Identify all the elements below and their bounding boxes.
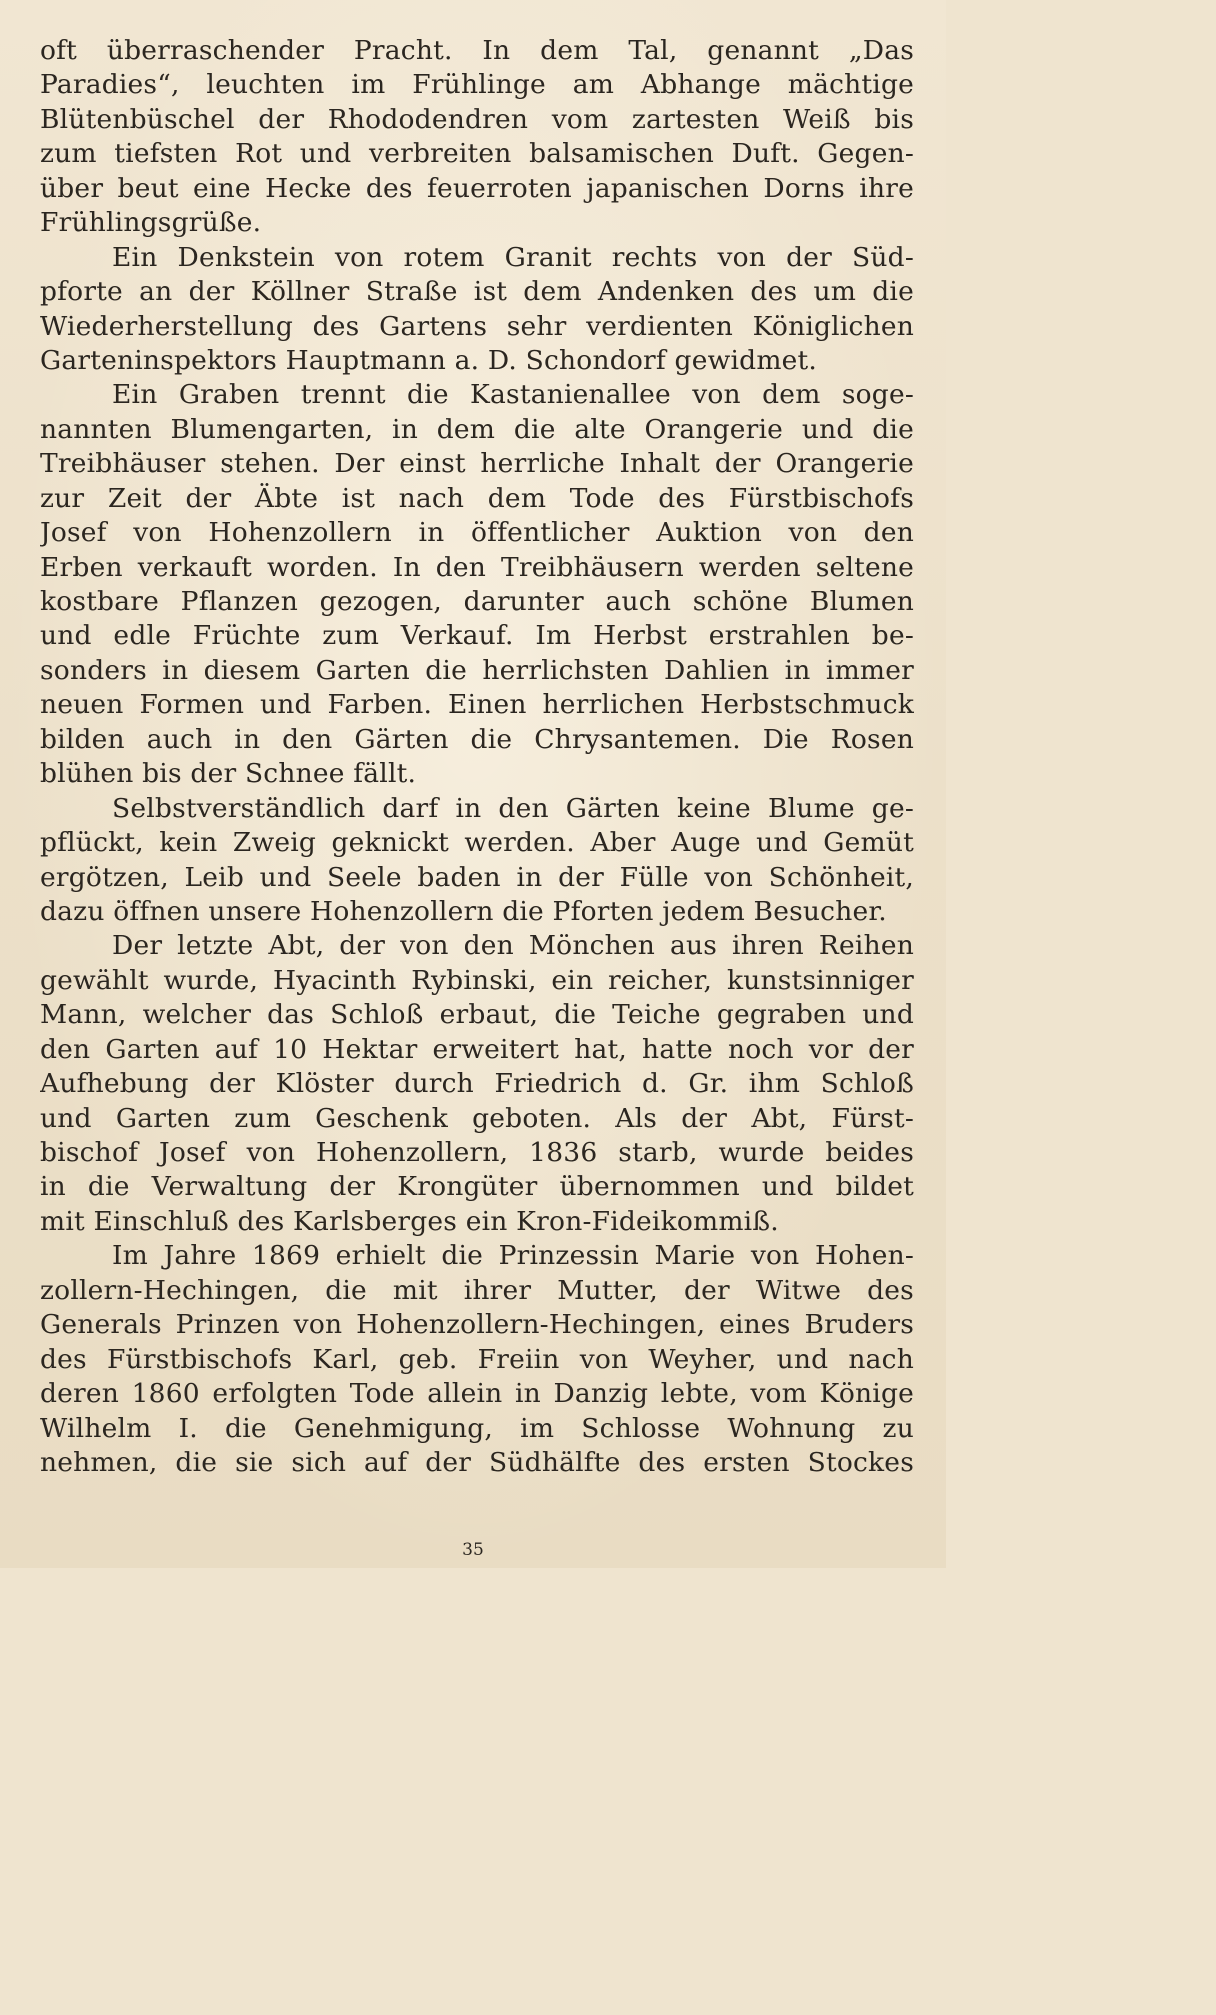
text-line: deren 1860 erfolgten Tode allein in Danzig lebte, vom Könige xyxy=(40,1378,914,1410)
text-line: mit Einschluß des Karlsberges ein Kron-Fideikommiß. xyxy=(40,1205,779,1237)
text-line: zur Zeit der Äbte ist nach dem Tode des Fürstbischofs xyxy=(40,482,914,514)
text-line: Josef von Hohenzollern in öffentlicher Auktion von den xyxy=(40,517,914,549)
paragraph-1 xyxy=(40,34,914,241)
text-line: Paradies“, leuchten im Frühlinge am Abhange mächtige xyxy=(40,69,914,101)
text-line: gewählt wurde, Hyacinth Rybinski, ein reicher, kunstsinniger xyxy=(40,964,914,996)
text-line: pflückt, kein Zweig geknickt werden. Aber Auge und Gemüt xyxy=(40,827,914,859)
text-line: Wilhelm I. die Genehmigung, im Schlosse Wohnung zu xyxy=(40,1412,914,1444)
text-line: des Fürstbischofs Karl, geb. Freiin von Weyher, und nach xyxy=(40,1343,914,1375)
text-line: bischof Josef von Hohenzollern, 1836 starb, wurde beides xyxy=(40,1137,914,1168)
text-line: Frühlingsgrüße. xyxy=(40,207,262,239)
text-line: oft überraschender Pracht. In dem Tal, genannt „Das xyxy=(40,35,914,66)
text-line: Wiederherstellung des Gartens sehr verdienten Königlichen xyxy=(40,310,914,342)
text-line: Ein Graben trennt die Kastanienallee von dem soge- xyxy=(112,379,914,411)
text-line: pforte an der Köllner Straße ist dem Andenken des um die xyxy=(40,276,914,308)
paragraph-4 xyxy=(40,792,914,930)
text-line: zollern-Hechingen, die mit ihrer Mutter, der Witwe des xyxy=(40,1274,914,1306)
text-line: Mann, welcher das Schloß erbaut, die Teiche gegraben und xyxy=(40,999,914,1031)
text-line: Erben verkauft worden. In den Treibhäusern werden seltene xyxy=(40,551,914,583)
text-line: Treibhäuser stehen. Der einst herrliche Inhalt der Orangerie xyxy=(40,448,914,480)
text-line: in die Verwaltung der Krongüter übernommen und bildet xyxy=(40,1171,914,1203)
text-line: Garteninspektors Hauptmann a. D. Schondorf gewidmet. xyxy=(40,344,817,376)
text-line: Im Jahre 1869 erhielt die Prinzessin Marie von Hohen- xyxy=(112,1240,914,1272)
page-number: 35 xyxy=(462,1540,484,1560)
text-line: kostbare Pflanzen gezogen, darunter auch schöne Blumen xyxy=(40,586,914,617)
paragraph-5 xyxy=(40,929,914,1239)
text-line: und Garten zum Geschenk geboten. Als der Abt, Fürst- xyxy=(40,1102,914,1134)
paragraph-3 xyxy=(40,378,914,791)
text-line: neuen Formen und Farben. Einen herrlichen Herbstschmuck xyxy=(40,689,914,721)
text-line: nehmen, die sie sich auf der Südhälfte des ersten Stockes xyxy=(40,1446,914,1478)
text-line: und edle Früchte zum Verkauf. Im Herbst erstrahlen be- xyxy=(40,620,914,652)
text-line: Ein Denkstein von rotem Granit rechts von der Süd- xyxy=(112,241,914,273)
text-line: zum tiefsten Rot und verbreiten balsamischen Duft. Gegen- xyxy=(40,138,914,170)
body-text xyxy=(40,34,914,1480)
text-line: bilden auch in den Gärten die Chrysantemen. Die Rosen xyxy=(40,723,914,755)
text-line: Aufhebung der Klöster durch Friedrich d. Gr. ihm Schloß xyxy=(40,1068,914,1100)
text-line: ergötzen, Leib und Seele baden in der Fülle von Schönheit, xyxy=(40,861,914,893)
text-line: blühen bis der Schnee fällt. xyxy=(40,758,417,790)
text-line: Blütenbüschel der Rhododendren vom zartesten Weiß bis xyxy=(40,103,914,135)
paragraph-2 xyxy=(40,241,914,379)
text-line: Selbstverständlich darf in den Gärten keine Blume ge- xyxy=(112,792,914,824)
text-line: sonders in diesem Garten die herrlichsten Dahlien in immer xyxy=(40,654,914,686)
text-line: nannten Blumengarten, in dem die alte Orangerie und die xyxy=(40,413,914,445)
text-line: Der letzte Abt, der von den Mönchen aus ihren Reihen xyxy=(112,930,914,962)
text-line: dazu öffnen unsere Hohenzollern die Pforten jedem Besucher. xyxy=(40,895,887,927)
text-line: Generals Prinzen von Hohenzollern-Hechingen, eines Bruders xyxy=(40,1309,914,1341)
paragraph-6 xyxy=(40,1239,914,1480)
text-line: den Garten auf 10 Hektar erweitert hat, hatte noch vor der xyxy=(40,1033,914,1065)
text-line: über beut eine Hecke des feuerroten japanischen Dorns ihre xyxy=(40,172,914,204)
